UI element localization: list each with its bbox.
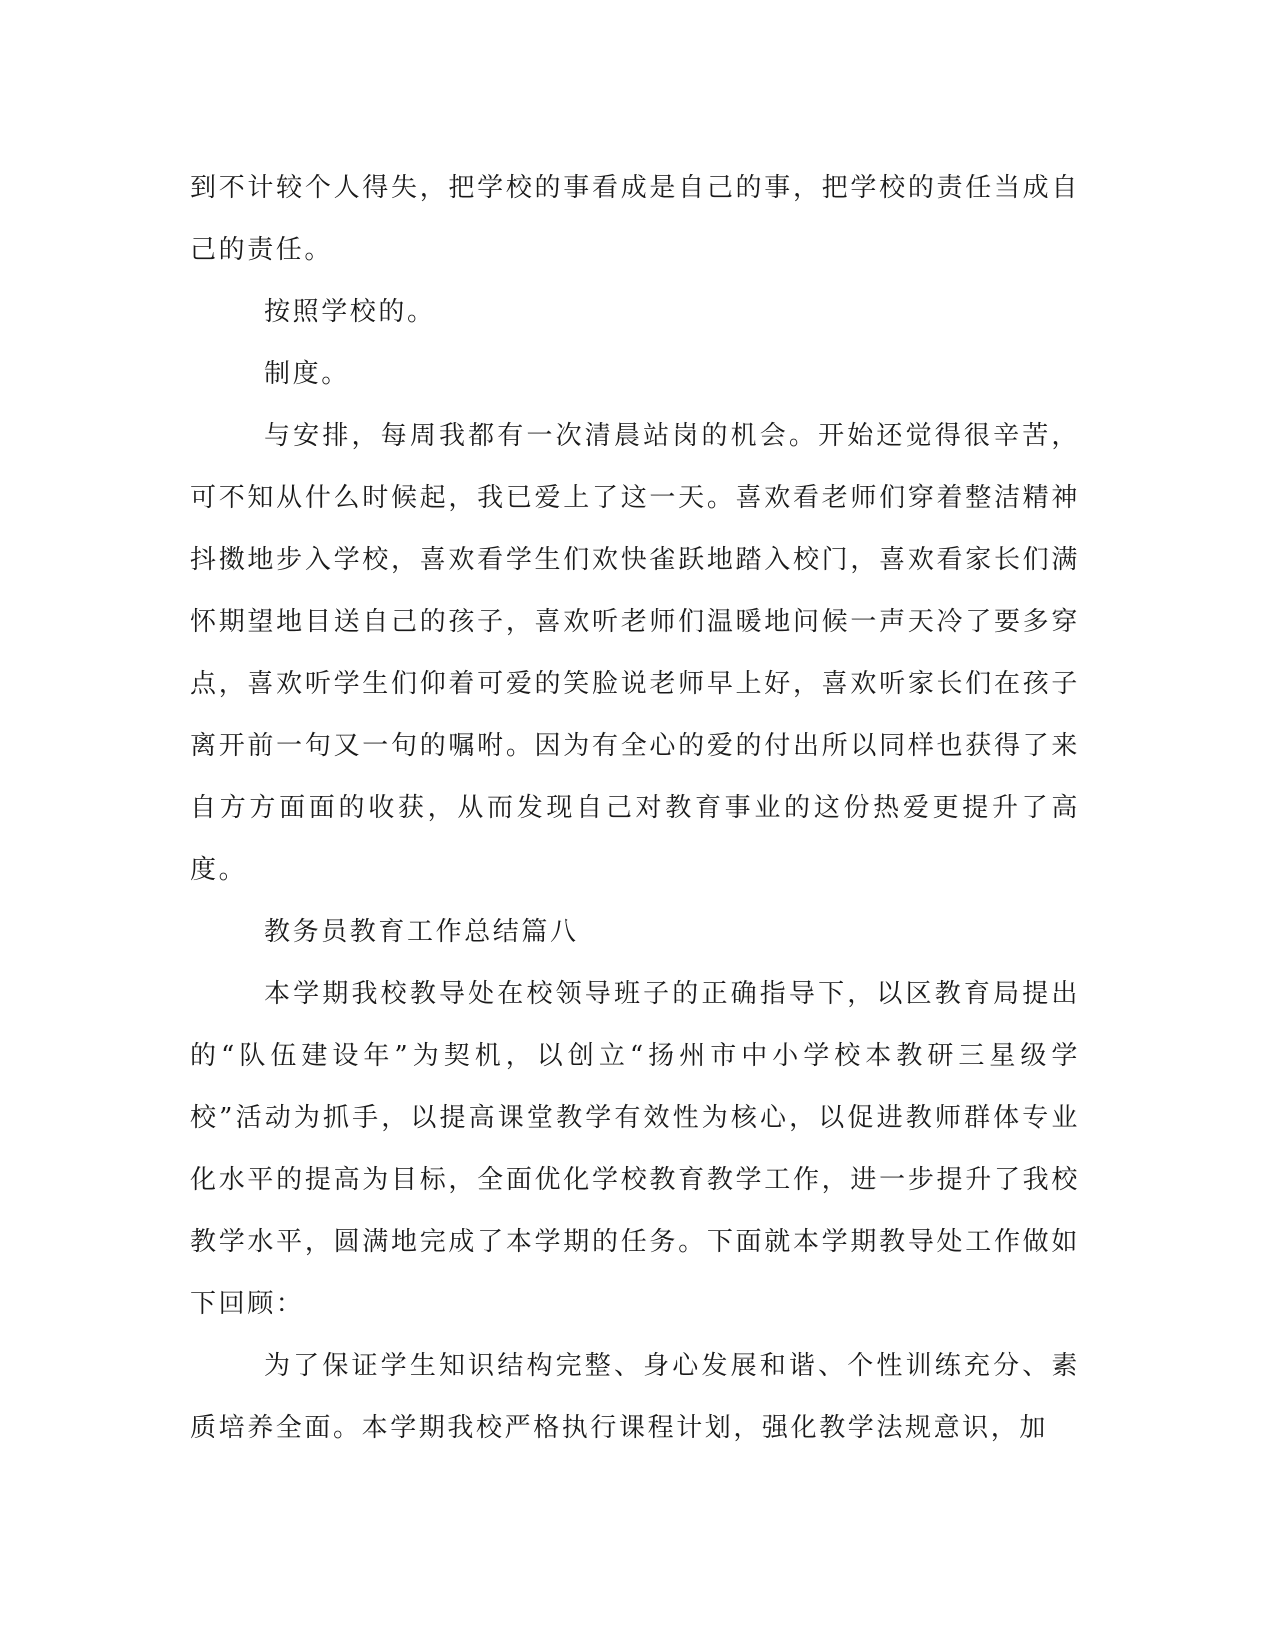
paragraph-school-rules: 按照学校的。 [264,297,436,327]
paragraph-semester-summary: 本学期我校教导处在校领导班子的正确指导下，以区教育局提出的“队伍建设年”为契机，以创立“扬州市中小学校本教研三星级学校”活动为抓手，以提高课堂教学有效性为核心，以促进教师群体专业化水平的提高为目标，全面优化学校教育教学工作，进一步提升了我校教学水平，圆满地完成了本学期的任务。下面就本学期教导处工作做如下回顾： [190,979,1080,1319]
paragraph-morning-duty: 与安排，每周我都有一次清晨站岗的机会。开始还觉得很辛苦，可不知从什么时候起，我已爱上了这一天。喜欢看老师们穿着整洁精神抖擞地步入学校，喜欢看学生们欢快雀跃地踏入校门，喜欢看家长们满怀期望地目送自己的孩子，喜欢听老师们温暖地问候一声天冷了要多穿点，喜欢听学生们仰着可爱的笑脸说老师早上好，喜欢听家长们在孩子离开前一句又一句的嘱咐。因为有全心的爱的付出所以同样也获得了来自方方面面的收获，从而发现自己对教育事业的这份热爱更提升了高度。 [190,421,1080,885]
document-body [190,157,1080,1459]
paragraph-continuation: 到不计较个人得失，把学校的事看成是自己的事，把学校的责任当成自己的责任。 [190,173,1080,265]
section-heading: 教务员教育工作总结篇八 [264,917,579,947]
paragraph-curriculum: 为了保证学生知识结构完整、身心发展和谐、个性训练充分、素质培养全面。本学期我校严格执行课程计划，强化教学法规意识，加 [190,1351,1080,1443]
paragraph-system: 制度。 [264,359,350,389]
